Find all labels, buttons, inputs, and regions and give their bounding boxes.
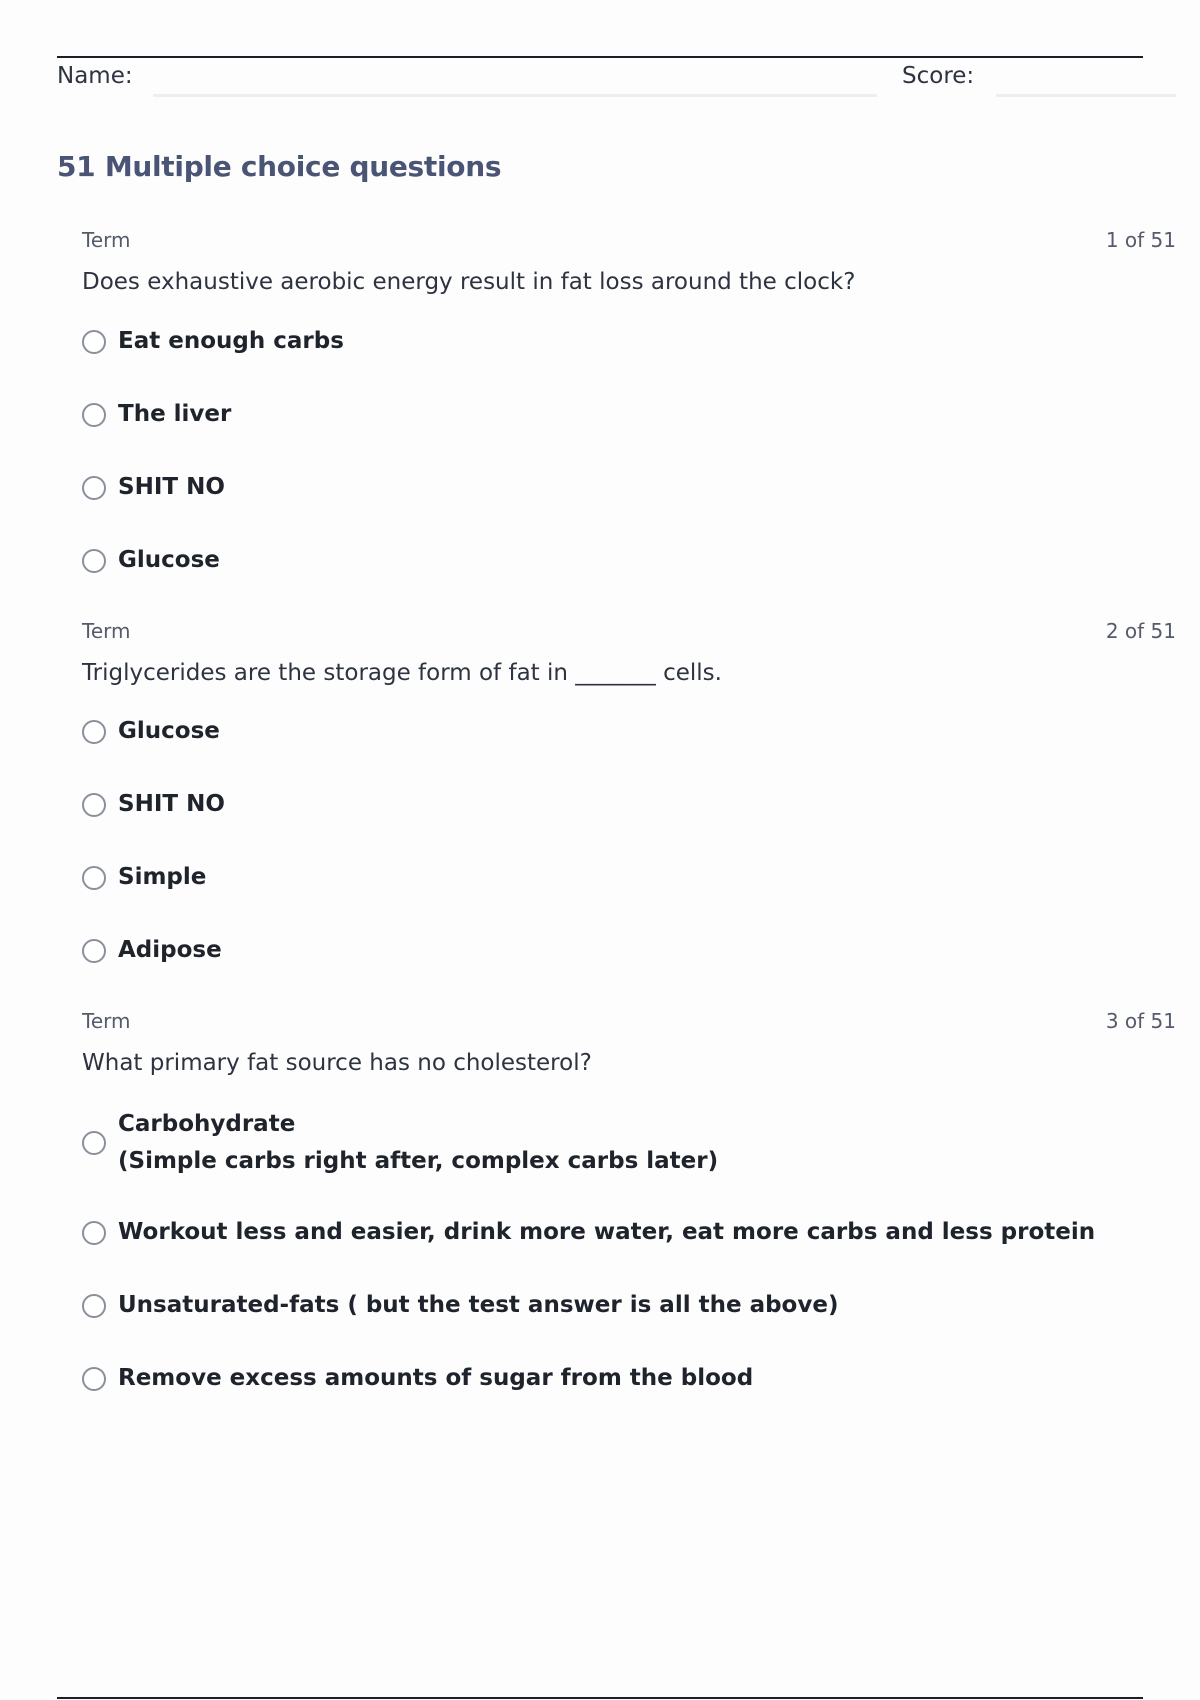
name-field[interactable] [153, 94, 877, 97]
question-text: Triglycerides are the storage form of fat in _______ cells. [82, 660, 722, 686]
answer-option[interactable] [82, 786, 225, 823]
answer-option[interactable] [82, 1287, 838, 1324]
question-number: 2 of 51 [1105, 619, 1176, 643]
radio-button[interactable] [82, 866, 106, 890]
radio-button[interactable] [82, 1367, 106, 1391]
question-text: Does exhaustive aerobic energy result in fat loss around the clock? [82, 269, 856, 295]
score-label: Score: [902, 63, 975, 89]
question-text: What primary fat source has no cholesterol? [82, 1050, 592, 1076]
answer-option[interactable] [82, 396, 231, 433]
answer-label: Simple [118, 864, 207, 890]
radio-button[interactable] [82, 1221, 106, 1245]
answer-label: Eat enough carbs [118, 328, 344, 354]
answer-label: The liver [118, 401, 232, 427]
answer-option[interactable] [82, 1360, 753, 1397]
radio-button[interactable] [82, 1131, 106, 1155]
radio-button[interactable] [82, 549, 106, 573]
question-number: 1 of 51 [1105, 228, 1176, 252]
answer-option[interactable] [82, 323, 344, 360]
answer-label: Remove excess amounts of sugar from the blood [118, 1365, 754, 1391]
answer-label: SHIT NO [118, 791, 225, 817]
answer-option[interactable] [82, 1106, 718, 1180]
answer-label: Adipose [118, 937, 222, 963]
radio-button[interactable] [82, 939, 106, 963]
radio-button[interactable] [82, 1294, 106, 1318]
radio-button[interactable] [82, 720, 106, 744]
answer-option[interactable] [82, 469, 225, 506]
question-term-label: Term [82, 1009, 131, 1033]
radio-button[interactable] [82, 476, 106, 500]
question-1 [82, 228, 1176, 573]
radio-button[interactable] [82, 330, 106, 354]
answer-option[interactable] [82, 1214, 1095, 1251]
answer-label: SHIT NO [118, 474, 225, 500]
name-label: Name: [57, 63, 133, 89]
answer-option[interactable] [82, 542, 220, 579]
answer-label [118, 1106, 718, 1180]
answer-option[interactable] [82, 859, 206, 896]
question-term-label: Term [82, 619, 131, 643]
answer-option[interactable] [82, 713, 220, 750]
answer-option[interactable] [82, 932, 222, 969]
score-field[interactable] [996, 94, 1176, 97]
question-number: 3 of 51 [1105, 1009, 1176, 1033]
question-term-label: Term [82, 228, 131, 252]
section-title: 51 Multiple choice questions [57, 150, 502, 183]
bottom-rule [57, 1697, 1143, 1699]
question-3 [82, 1009, 1176, 1391]
answer-label: Glucose [118, 547, 220, 573]
answer-label-line-1: Carbohydrate [118, 1111, 296, 1137]
radio-button[interactable] [82, 403, 106, 427]
top-rule [57, 56, 1143, 58]
question-2 [82, 619, 1176, 963]
answer-label: Workout less and easier, drink more water, eat more carbs and less protein [118, 1219, 1096, 1245]
answer-label-line-2: (Simple carbs right after, complex carbs later) [118, 1148, 719, 1174]
answer-label: Glucose [118, 718, 220, 744]
answer-label: Unsaturated-fats ( but the test answer is all the above) [118, 1292, 839, 1318]
radio-button[interactable] [82, 793, 106, 817]
